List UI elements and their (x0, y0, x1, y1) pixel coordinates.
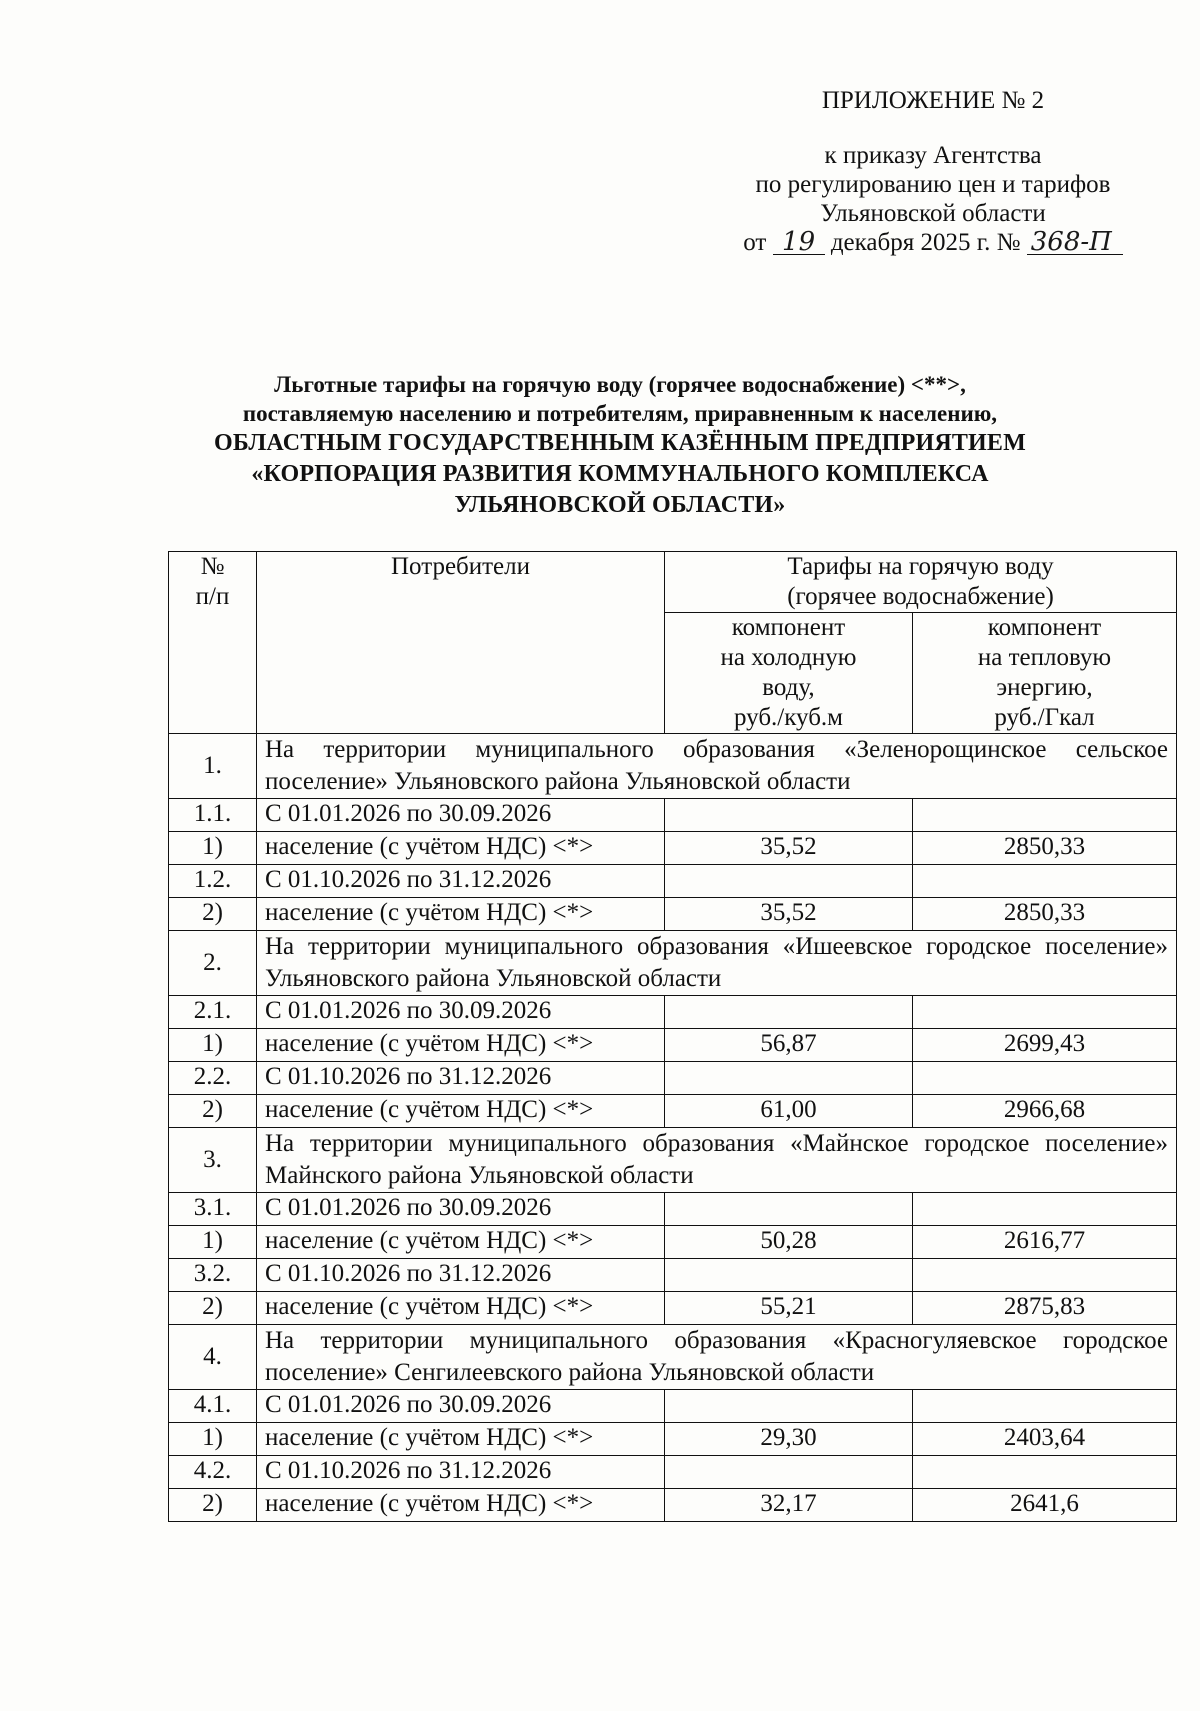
header-cold-line-3: воду, (762, 674, 815, 701)
table-row (169, 898, 1177, 931)
row-number: 2.2. (169, 1062, 257, 1095)
row-number: 1) (169, 1226, 257, 1259)
table-row (169, 1226, 1177, 1259)
heat-energy-value: 2403,64 (913, 1423, 1177, 1456)
group-number: 3. (169, 1128, 257, 1193)
cold-water-value: 32,17 (665, 1489, 913, 1522)
cold-water-value (665, 1062, 913, 1095)
group-number: 1. (169, 734, 257, 799)
table-row (169, 1423, 1177, 1456)
cold-water-value (665, 865, 913, 898)
heat-energy-value (913, 1193, 1177, 1226)
header-num (169, 552, 257, 734)
header-cold-line-2: на холодную (720, 644, 857, 671)
row-label: С 01.10.2026 по 31.12.2026 (257, 865, 665, 898)
heat-energy-value (913, 799, 1177, 832)
cold-water-value: 29,30 (665, 1423, 913, 1456)
table-row (169, 1095, 1177, 1128)
row-number: 1) (169, 1029, 257, 1062)
row-number: 1) (169, 1423, 257, 1456)
row-label: население (с учётом НДС) <*> (257, 1423, 665, 1456)
heat-energy-value: 2641,6 (913, 1489, 1177, 1522)
cold-water-value: 55,21 (665, 1292, 913, 1325)
table-row (169, 996, 1177, 1029)
row-label: С 01.01.2026 по 30.09.2026 (257, 799, 665, 832)
row-number: 1.2. (169, 865, 257, 898)
handwritten-day: 19 (773, 230, 825, 255)
row-number: 1) (169, 832, 257, 865)
row-label: население (с учётом НДС) <*> (257, 1292, 665, 1325)
group-territory: На территории муниципального образования «Зеленорощинское сельское поселение» Ульяновского района Ульяновской области (257, 734, 1177, 799)
header-heat-line-1: компонент (987, 614, 1102, 641)
header-heat-energy (913, 613, 1177, 734)
cold-water-value: 61,00 (665, 1095, 913, 1128)
appendix-heading: ПРИЛОЖЕНИЕ № 2 (821, 87, 1045, 114)
row-number: 2) (169, 1095, 257, 1128)
row-label: С 01.01.2026 по 30.09.2026 (257, 1193, 665, 1226)
header-cold-line-1: компонент (731, 614, 846, 641)
row-label: население (с учётом НДС) <*> (257, 1489, 665, 1522)
table-row (169, 799, 1177, 832)
header-cold-line-4: руб./куб.м (733, 704, 843, 731)
row-number: 2.1. (169, 996, 257, 1029)
title-line-2: поставляемую населению и потребителям, приравненным к населению, (242, 401, 998, 426)
row-number: 3.1. (169, 1193, 257, 1226)
appendix-line-1: к приказу Агентства (824, 142, 1042, 169)
row-number: 2) (169, 898, 257, 931)
tariff-table (168, 551, 1177, 1522)
cold-water-value (665, 1390, 913, 1423)
row-label: население (с учётом НДС) <*> (257, 832, 665, 865)
heat-energy-value (913, 1259, 1177, 1292)
heat-energy-value (913, 1390, 1177, 1423)
table-row (169, 1193, 1177, 1226)
row-number: 2) (169, 1489, 257, 1522)
group-territory: На территории муниципального образования «Ишеевское городское поселение» Ульяновского района Ульяновской области (257, 931, 1177, 996)
row-label: С 01.10.2026 по 31.12.2026 (257, 1456, 665, 1489)
row-label: население (с учётом НДС) <*> (257, 1029, 665, 1062)
cold-water-value (665, 799, 913, 832)
row-label: население (с учётом НДС) <*> (257, 898, 665, 931)
table-row (169, 1062, 1177, 1095)
cold-water-value: 35,52 (665, 832, 913, 865)
table-body (169, 734, 1177, 1522)
table-header-row-1 (169, 552, 1177, 613)
header-num-line-2: п/п (195, 583, 230, 610)
header-tariffs-line-1: Тарифы на горячую воду (787, 553, 1054, 580)
heat-energy-value: 2850,33 (913, 898, 1177, 931)
cold-water-value (665, 1193, 913, 1226)
cold-water-value (665, 1456, 913, 1489)
appendix-date-line (690, 228, 1176, 257)
table-row (169, 1292, 1177, 1325)
table-row (169, 1029, 1177, 1062)
group-number: 2. (169, 931, 257, 996)
cold-water-value (665, 996, 913, 1029)
table-row (169, 1390, 1177, 1423)
row-number: 1.1. (169, 799, 257, 832)
group-row (169, 1325, 1177, 1390)
header-heat-line-4: руб./Гкал (994, 704, 1095, 731)
date-rest: декабря 2025 г. № (830, 229, 1021, 256)
title-line-1: Льготные тарифы на горячую воду (горячее водоснабжение) <**>, (274, 372, 966, 397)
heat-energy-value (913, 1456, 1177, 1489)
title-line-3: ОБЛАСТНЫМ ГОСУДАРСТВЕННЫМ КАЗЁННЫМ ПРЕДПРИЯТИЕМ (213, 430, 1026, 456)
row-label: С 01.01.2026 по 30.09.2026 (257, 1390, 665, 1423)
row-number: 2) (169, 1292, 257, 1325)
heat-energy-value: 2699,43 (913, 1029, 1177, 1062)
row-number: 4.2. (169, 1456, 257, 1489)
heat-energy-value: 2875,83 (913, 1292, 1177, 1325)
row-label: население (с учётом НДС) <*> (257, 1095, 665, 1128)
row-number: 4.1. (169, 1390, 257, 1423)
group-territory: На территории муниципального образования «Красногуляевское городское поселение» Сенгилеевского района Ульяновской области (257, 1325, 1177, 1390)
heat-energy-value (913, 996, 1177, 1029)
header-consumers: Потребители (257, 552, 665, 734)
cold-water-value: 56,87 (665, 1029, 913, 1062)
cold-water-value: 50,28 (665, 1226, 913, 1259)
table-row (169, 832, 1177, 865)
appendix-block (690, 86, 1176, 257)
date-prefix: от (743, 229, 767, 256)
cold-water-value (665, 1259, 913, 1292)
appendix-line-3: Ульяновской области (820, 200, 1046, 227)
header-tariffs-line-2: (горячее водоснабжение) (787, 583, 1054, 610)
row-label: С 01.10.2026 по 31.12.2026 (257, 1259, 665, 1292)
header-num-line-1: № (200, 553, 225, 580)
group-row (169, 1128, 1177, 1193)
header-tariffs (665, 552, 1177, 613)
group-row (169, 734, 1177, 799)
heat-energy-value (913, 865, 1177, 898)
title-line-5: УЛЬЯНОВСКОЙ ОБЛАСТИ» (454, 492, 786, 518)
table-row (169, 1456, 1177, 1489)
row-label: население (с учётом НДС) <*> (257, 1226, 665, 1259)
group-row (169, 931, 1177, 996)
row-label: С 01.01.2026 по 30.09.2026 (257, 996, 665, 1029)
row-label: С 01.10.2026 по 31.12.2026 (257, 1062, 665, 1095)
table-row (169, 1259, 1177, 1292)
table-row (169, 865, 1177, 898)
title-line-4: «КОРПОРАЦИЯ РАЗВИТИЯ КОММУНАЛЬНОГО КОМПЛЕКСА (251, 461, 989, 487)
header-heat-line-3: энергию, (996, 674, 1093, 701)
heat-energy-value: 2966,68 (913, 1095, 1177, 1128)
handwritten-order-number: 368-П (1027, 230, 1123, 255)
document-title (160, 370, 1080, 521)
cold-water-value: 35,52 (665, 898, 913, 931)
appendix-line-2: по регулированию цен и тарифов (755, 171, 1111, 198)
heat-energy-value (913, 1062, 1177, 1095)
row-number: 3.2. (169, 1259, 257, 1292)
group-territory: На территории муниципального образования «Майнское городское поселение» Майнского района Ульяновской области (257, 1128, 1177, 1193)
table-row (169, 1489, 1177, 1522)
heat-energy-value: 2850,33 (913, 832, 1177, 865)
header-cold-water (665, 613, 913, 734)
group-number: 4. (169, 1325, 257, 1390)
header-heat-line-2: на тепловую (977, 644, 1112, 671)
heat-energy-value: 2616,77 (913, 1226, 1177, 1259)
